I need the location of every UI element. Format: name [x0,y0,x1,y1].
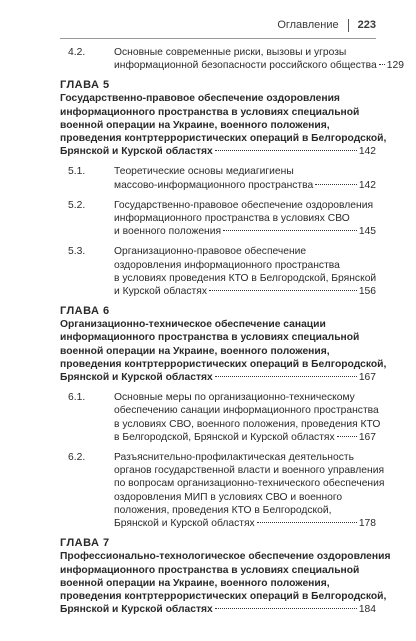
entry-line: Основные меры по организационно-техническому [114,392,355,404]
entry-line: оздоровления МИП в условиях СВО и военного [114,491,343,503]
dot-leader [315,184,357,185]
entry-page: 142 [358,179,376,191]
entry-page: 156 [358,286,376,298]
entry-line: в условиях проведения КТО в Белгородской, Брянской [114,272,377,284]
toc-entry-4-2[interactable] [60,46,404,72]
entry-line: в Белгородской, Брянской и Курской областях [114,431,335,443]
chapter-page: 167 [358,372,376,384]
chapter-line: Брянской и Курской областях [60,604,213,616]
toc-entry-6-1[interactable] [60,391,381,444]
chapter-line: Брянской и Курской областях [60,372,213,384]
entry-number: 6.2. [68,452,86,464]
chapter-line: проведения контртеррористических операций в Белгородской, [60,358,387,370]
entry-page: 167 [358,431,376,443]
entry-page: 178 [358,518,376,530]
entry-line: положения, проведения КТО в Белгородской, [114,504,332,516]
chapter-line: Государственно-правовое обеспечение оздоровления [60,93,340,105]
chapter-line: военной операции на Украине, военного положения, [60,577,330,589]
entry-line: Теоретические основы медиагигиены [114,166,294,178]
chapter-line: Профессионально-технологическое обеспечение оздоровления [60,551,391,563]
toc-entry-5-1[interactable] [60,165,376,191]
dot-leader [215,376,357,377]
entry-line: по вопросам организационно-технического обеспечения [114,478,385,490]
chapter-line: военной операции на Украине, военного положения, [60,345,330,357]
entry-number: 5.1. [68,166,86,178]
toc-entry-5-2[interactable] [60,199,376,239]
toc-entry-6-2[interactable] [60,451,385,530]
entry-line: Основные современные риски, вызовы и угрозы [114,47,347,58]
dot-leader [257,522,357,523]
entry-line: и военного положения [114,226,222,238]
entry-line: органов государственной власти и военного управления [114,465,385,477]
toc-chapter-7[interactable] [60,550,391,616]
chapter-line: проведения контртеррористических операций в Белгородской, [60,590,387,602]
dot-leader [223,230,357,231]
dot-leader [337,436,357,437]
table-of-contents [60,46,404,623]
entry-line: Государственно-правовое обеспечение оздоровления [114,199,374,211]
dot-leader [215,608,357,609]
chapter-line: информационного пространства в условиях специальной [60,332,360,344]
chapter-line: проведения контртеррористических операций в Белгородской, [60,133,387,145]
entry-line: в условиях СВО, военного положения, проведения КТО [114,418,381,430]
entry-line: обеспечению санации информационного пространства [114,405,379,417]
chapter-page: 142 [358,146,376,158]
entry-line: и Курской областях [114,286,207,298]
chapter-line: информационного пространства в условиях специальной [60,564,360,576]
chapter-line: Организационно-техническое обеспечение санации [60,319,326,331]
toc-chapter-5[interactable] [60,92,387,158]
entry-number: 5.3. [68,246,86,258]
header-divider [348,19,349,32]
section-title: Оглавление [277,19,339,31]
entry-number: 4.2. [68,47,86,58]
entry-line: оздоровления информационного пространства [114,259,340,271]
entry-page: 129 [386,60,404,72]
header-rule [60,38,376,39]
toc-entry-5-3[interactable] [60,245,376,298]
running-header [277,16,376,34]
chapter-5-label: ГЛАВА 5 [60,79,110,92]
entry-number: 5.2. [68,199,86,211]
chapter-6-label: ГЛАВА 6 [60,305,110,318]
entry-page: 145 [358,226,376,238]
chapter-page: 184 [358,604,376,616]
dot-leader [215,150,357,151]
chapter-line: военной операции на Украине, военного положения, [60,119,330,131]
entry-line: Разъяснительно-профилактическая деятельность [114,452,354,464]
chapter-line: Брянской и Курской областях [60,146,213,158]
toc-chapter-6[interactable] [60,318,387,384]
page-number: 223 [357,19,376,31]
entry-line: Организационно-правовое обеспечение [114,246,307,258]
entry-line: массово-информационного пространства [114,179,314,191]
chapter-line: информационного пространства в условиях специальной [60,106,360,118]
entry-line: информационного пространства в условиях СВО [114,213,350,225]
chapter-7-label: ГЛАВА 7 [60,537,110,550]
dot-leader [379,64,385,65]
entry-line: информационной безопасности российского общества [114,60,377,72]
dot-leader [209,290,357,291]
entry-line: Брянской и Курской областях [114,518,255,530]
entry-number: 6.1. [68,392,86,404]
